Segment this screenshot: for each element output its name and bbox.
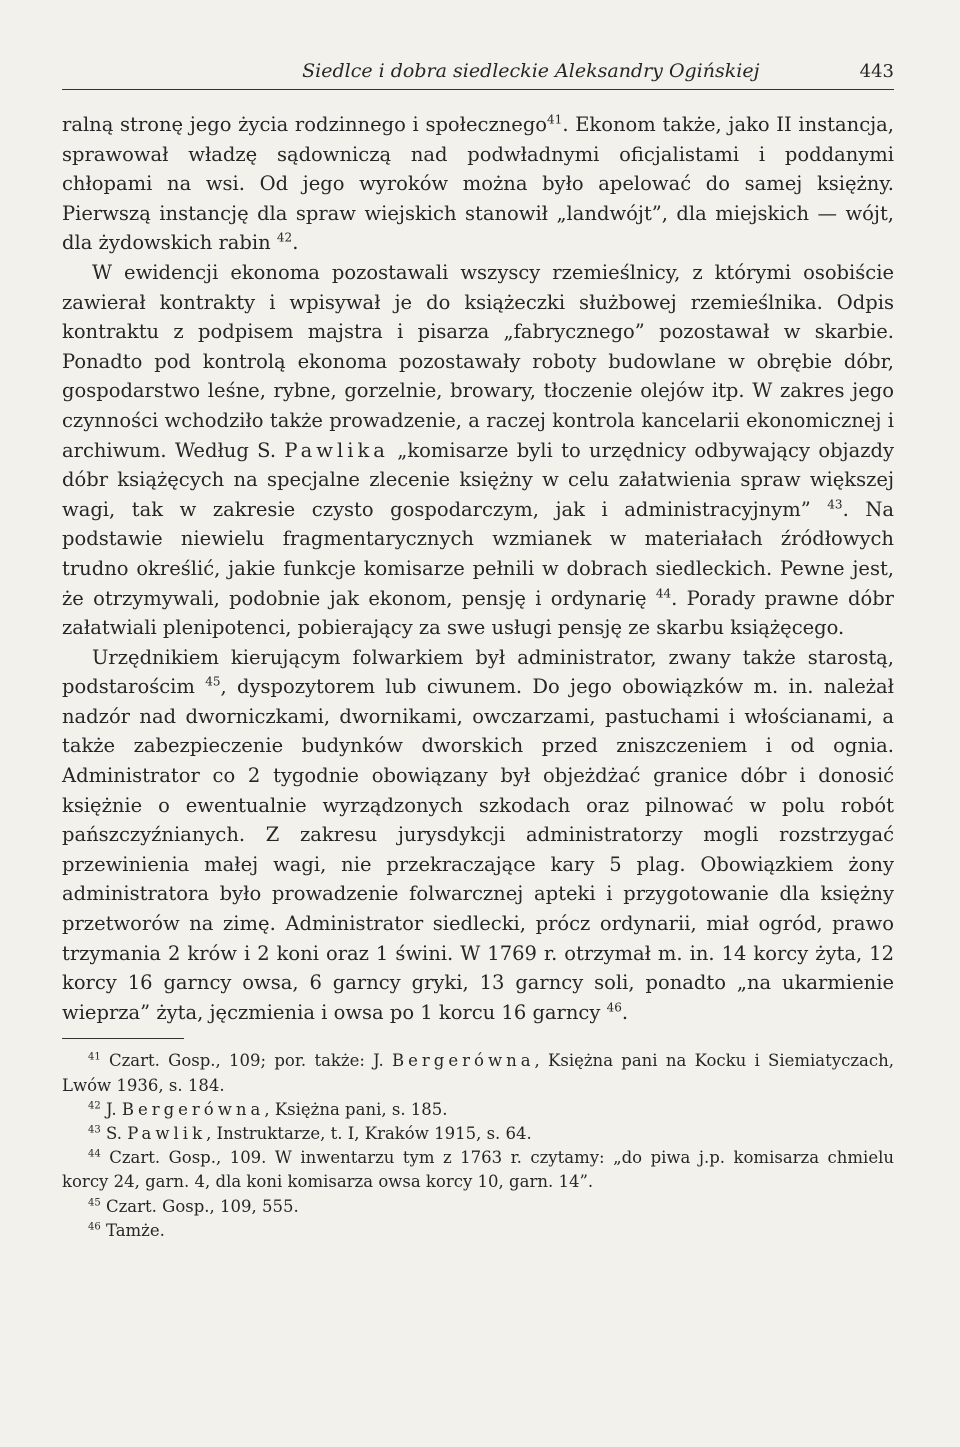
text-run: . Ekonom także, jako II instancja, sprawował władzę sądowniczą nad podwładnymi oficjalistami i poddanymi chłopami na wsi. Od jego wyroków można było apelować do samej księżny. Pierwszą instancję dla spraw wiejskich stanowił „landwójt”, dla miejskich — wójt, dla żydowskich rabin — [62, 113, 894, 255]
text-run: S. — [100, 1124, 128, 1144]
note-ref: 42 — [276, 230, 293, 245]
body-text — [62, 110, 894, 1027]
spaced-name: Bergerówna — [121, 1099, 265, 1119]
text-run: Czart. Gosp., 109. W inwentarzu tym z 1763 r. czytamy: „do piwa j.p. komisarza chmielu korcy 24, garn. 4, dla koni komisarza owsa korcy 10, garn. 14”. — [62, 1148, 894, 1192]
text-run: J. — [100, 1099, 122, 1119]
paragraph-2 — [62, 258, 894, 643]
spaced-name: Pawlik — [127, 1124, 207, 1144]
footnote-41 — [62, 1049, 894, 1097]
note-ref: 41 — [547, 112, 563, 127]
text-run: , Księżna pani, s. 185. — [264, 1099, 448, 1119]
text-run: , Księżna pani na Kocku i Siemiatyczach, Lwów 1936, s. 184. — [62, 1051, 894, 1095]
text-run: W ewidencji ekonoma pozostawali wszyscy rzemieślnicy, z którymi osobiście zawierał kontrakty i wpisywał je do książeczki służbowej rzemieślnika. Odpis kontraktu z podpisem majstra i pisarza „fabrycznego” pozostawał w skarbie. Ponadto pod kontrolą ekonoma pozostawały roboty budowlane w obrębie dóbr, gospodarstwo leśne, rybne, gorzelnie, browary, tłoczenie olejów itp. W zakres jego czynności wchodziło także prowadzenie, a raczej kontrola kancelarii ekonomicznej i archiwum. Według S. — [62, 260, 894, 462]
note-ref: 43 — [88, 1124, 101, 1136]
text-run: , dyspozytorem lub ciwunem. Do jego obowiązków m. in. należał nadzór nad dworniczkami, dwornikami, owczarzami, pastuchami i włościanami, a także zabezpieczenie budynków dworskich przed zniszczeniem i od ognia. Administrator co 2 tygodnie obowiązany był objeżdżać granice dóbr i donosić księżnie o ewentualnie wyrządzonych szkodach oraz pilnować w polu robót pańszczyźnianych. Z zakresu jurysdykcji administratorzy mogli rozstrzygać przewinienia małej wagi, nie przekraczające kary 5 plag. Obowiązkiem żony administratora było prowadzenie folwarcznej apteki i przygotowanie dla księżny przetworów na zimę. Administrator siedlecki, prócz ordynarii, miał ogród, prawo trzymania 2 krów i 2 koni oraz 1 świni. W 1769 r. otrzymał m. in. 14 korcy żyta, 12 korcy 16 garncy owsa, 6 garncy gryki, 13 garncy soli, ponadto „na ukarmienie wieprza” żyta, jęczmienia i owsa po 1 korcu 16 garncy — [62, 675, 894, 1024]
note-ref: 45 — [88, 1197, 101, 1209]
note-ref: 43 — [827, 497, 843, 512]
note-ref: 41 — [88, 1051, 101, 1063]
text-run: . — [292, 231, 299, 255]
text-run: . Porady prawne dóbr załatwiali plenipotenci, pobierający za swe usługi pensję ze skarbu książęcego. — [62, 586, 894, 640]
text-run: . — [621, 1000, 629, 1024]
text-run: ralną stronę jego życia rodzinnego i społecznego — [62, 113, 548, 136]
paragraph-1 — [62, 110, 894, 258]
running-title: Siedlce i dobra siedleckie Aleksandry Ogińskiej — [302, 60, 760, 82]
footnote-42 — [62, 1098, 894, 1122]
footnote-45 — [62, 1195, 894, 1219]
text-run: Urzędnikiem kierującym folwarkiem był administrator, zwany także starostą, podstarościm — [62, 645, 894, 699]
note-ref: 42 — [88, 1100, 101, 1112]
text-run: . Na podstawie niewielu fragmentarycznych wzmianek w materiałach źródłowych trudno określić, jakie funkcje komisarze pełnili w dobrach siedleckich. Pewne jest, że otrzymywali, podobnie jak ekonom, pensję i ordynarię — [62, 497, 895, 610]
text-run: Czart. Gosp., 109; por. także: J. — [100, 1051, 393, 1071]
footnotes — [62, 1049, 894, 1243]
note-ref: 46 — [88, 1221, 101, 1233]
spaced-name: Pawlika — [284, 438, 389, 462]
text-run: Czart. Gosp., 109, 555. — [100, 1196, 299, 1216]
footnote-43 — [62, 1122, 894, 1146]
text-run: „komisarze byli to urzędnicy odbywający objazdy dóbr książęcych na specjalne zlecenie księżny w celu załatwienia spraw większej wagi, tak w zakresie czysto gospodarczym, jak i administracyjnym” — [62, 438, 894, 521]
note-ref: 44 — [655, 586, 672, 600]
footnote-44 — [62, 1146, 894, 1194]
footnote-divider — [62, 1038, 184, 1039]
paragraph-3 — [62, 643, 894, 1028]
footnote-46 — [62, 1219, 894, 1243]
running-header — [62, 60, 894, 90]
text-run: Tamże. — [100, 1220, 165, 1240]
text-run: , Instruktarze, t. I, Kraków 1915, s. 64. — [206, 1124, 532, 1144]
note-ref: 44 — [88, 1148, 101, 1160]
note-ref: 45 — [205, 674, 221, 689]
page-number: 443 — [859, 61, 894, 82]
note-ref: 46 — [606, 1000, 622, 1015]
spaced-name: Bergerówna — [392, 1051, 535, 1071]
page — [62, 60, 894, 1243]
